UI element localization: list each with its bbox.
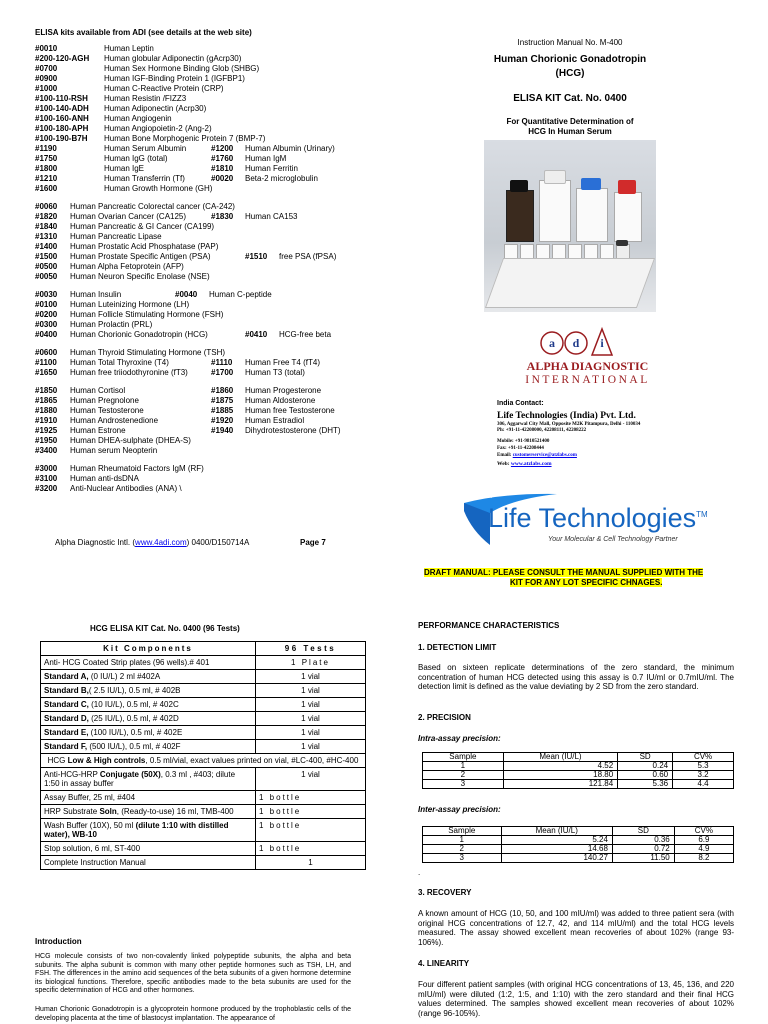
intro-paragraph-2: Human Chorionic Gonadotropin is a glycoprotein hormone produced by the trophoblastic cells of the developing placenta at the time of blastocyst implantation. The appearance of (35, 1006, 351, 1022)
intro-paragraph-1: HCG molecule consists of two non-covalently linked polypeptide subunits, the alpha and beta subunits. The alpha subunit is common with many other peptide hormones such as TSH, LH, and FSH. The differences in the amino acid sequences of the beta subunits of a given hormone determine its biological functions. Therefore, specific antibodies made to the beta subunits are used for the specific determination of HCG and other hormones. (35, 953, 351, 994)
kit-name: Human Thyroid Stimulating Hormone (TSH) (70, 348, 226, 357)
kit-name: Human Angiogenin (104, 114, 172, 123)
kit-name: free PSA (fPSA) (279, 252, 337, 261)
kit-code: #1190 (35, 144, 57, 153)
kit-name: Human IgG (total) (104, 154, 168, 163)
kit-code: #0100 (35, 300, 58, 309)
kit-components-table (40, 641, 366, 870)
kit-name: Human Leptin (104, 44, 154, 53)
kit-list-item (35, 104, 395, 114)
performance-heading: PERFORMANCE CHARACTERISTICS (418, 621, 560, 630)
kit-list-item (35, 44, 395, 54)
kit-list-item (35, 232, 395, 242)
address-line-2: Ph: +91-11-42208000, 42208111, 42208222 (497, 428, 587, 433)
kit-name: Anti-Nuclear Antibodies (ANA) \ (70, 484, 182, 493)
kit-code: #3400 (35, 446, 58, 455)
web: Web: www.atzlabs.com (497, 461, 552, 467)
kit-name: Human serum Neopterin (70, 446, 158, 455)
kit-list-item (35, 446, 395, 456)
table-row: Complete Instruction Manual 1 (41, 856, 366, 870)
kit-code: #0400 (35, 330, 58, 339)
precision-heading: 2. PRECISION (418, 713, 471, 722)
kit-list-item (35, 134, 395, 144)
kit-name: Human Prolactin (PRL) (70, 320, 153, 329)
kit-code: #1760 (211, 154, 234, 163)
kit-list-item (35, 348, 395, 358)
kit-list-item (35, 84, 395, 94)
kit-list-item (35, 114, 395, 124)
kit-name: Human free triiodothyronine (fT3) (70, 368, 188, 377)
kit-name: Human Neuron Specific Enolase (NSE) (70, 272, 210, 281)
kit-name: Human IgM (245, 154, 287, 163)
kit-list-item (35, 358, 395, 368)
cover-purpose-1: For Quantitative Determination of (506, 117, 634, 126)
kit-name: Human Pancreatic Colorectal cancer (CA-242) (70, 202, 235, 211)
kit-list-item (35, 330, 395, 340)
email: Email: customerservice@atzlabs.com (497, 453, 577, 458)
kit-list-item (35, 94, 395, 104)
kit-code: #1800 (35, 164, 58, 173)
life-tech-name: Life Technologies™ (488, 503, 708, 533)
intra-header-row: Sample Mean (IU/L) SD CV% (423, 753, 734, 762)
kit-name: Human Growth Hormone (GH) (104, 184, 213, 193)
kit-code: #1950 (35, 436, 58, 445)
kit-name: Human C-Reactive Protein (CRP) (104, 84, 224, 93)
kit-code: #1650 (35, 368, 58, 377)
cover-title-2: (HCG) (555, 68, 585, 79)
kit-code: #1100 (35, 358, 57, 367)
kit-name: Human Insulin (70, 290, 122, 299)
table-row: Standard C, (10 IU/L), 0.5 ml, # 402C 1 vial (41, 698, 366, 712)
table-row: 3 121.84 5.36 4.4 (423, 780, 734, 789)
kit-code: #1865 (35, 396, 58, 405)
kit-code: #1940 (211, 426, 234, 435)
kit-list-item (35, 406, 395, 416)
kit-code: #0030 (35, 290, 58, 299)
kit-list-item (35, 124, 395, 134)
kit-name: Human DHEA-sulphate (DHEA-S) (70, 436, 191, 445)
kit-code: #1110 (211, 358, 233, 367)
kit-code: #100-160-ANH (35, 114, 89, 123)
kit-list-item (35, 310, 395, 320)
kit-list-item (35, 474, 395, 484)
page-number: Page 7 (300, 538, 326, 547)
kit-name: Human Sex Hormone Binding Glob (SHBG) (104, 64, 260, 73)
kit-code: #0300 (35, 320, 58, 329)
table-row: Stop solution, 6 ml, ST-400 1 bottle (41, 842, 366, 856)
kit-list-item (35, 416, 395, 426)
kit-name: Human Albumin (Urinary) (245, 144, 335, 153)
kit-list-item (35, 54, 395, 64)
kit-name: Beta-2 microglobulin (245, 174, 318, 183)
table-row: 1 4.52 0.24 5.3 (423, 762, 734, 771)
kit-name: Human Progesterone (245, 386, 322, 395)
manual-number: Instruction Manual No. M-400 (517, 38, 623, 47)
kit-name: Dihydrotestosterone (DHT) (245, 426, 341, 435)
kit-code: #1820 (35, 212, 58, 221)
table-row: 2 14.68 0.72 4.9 (423, 845, 734, 854)
kit-list-item (35, 154, 395, 164)
kit-name: Human Estrone (70, 426, 126, 435)
adi-website-link[interactable]: www.4adi.com (135, 538, 187, 547)
kit-name: Human Follicle Stimulating Hormone (FSH) (70, 310, 224, 319)
recovery-text: A known amount of HCG (10, 50, and 100 mIU/ml) was added to three patient sera (with original HCG concentrations of 12.7, 42, and 114 mIU/ml) and the total HCG levels measured. The assay showed excellent mean recoveries of about 102% (range 93-106%). (418, 909, 734, 947)
kits-heading: ELISA kits available from ADI (see details at the web site) (35, 28, 252, 37)
table-row: Standard B,( 2.5 IU/L), 0.5 ml, # 402B 1 vial (41, 684, 366, 698)
kit-code: #0010 (35, 44, 58, 53)
table-row: HRP Substrate Soln, (Ready-to-use) 16 ml, TMB-400 1 bottle (41, 805, 366, 819)
recovery-heading: 3. RECOVERY (418, 888, 472, 897)
kit-name: Human Luteinizing Hormone (LH) (70, 300, 190, 309)
logo-name: ALPHA DIAGNOSTIC (526, 359, 649, 373)
mobile: Mobile: +91-9810521400 (497, 439, 550, 444)
kit-code: #100-180-APH (35, 124, 89, 133)
kit-name: HCG-free beta (279, 330, 332, 339)
table-row: HCG Low & High controls, 0.5 ml/vial, exact values printed on vial, #LC-400, #HC-400 (41, 754, 366, 768)
kit-name: Human Prostatic Acid Phosphatase (PAP) (70, 242, 219, 251)
kit-code: #1500 (35, 252, 58, 261)
kit-name: Human Androstenedione (70, 416, 159, 425)
web-link[interactable]: www.atzlabs.com (510, 461, 552, 467)
kit-code: #100-110-RSH (35, 94, 88, 103)
kit-code: #1310 (35, 232, 58, 241)
table-row: Standard D, (25 IU/L), 0.5 ml, # 402D 1 vial (41, 712, 366, 726)
kit-list-item (35, 64, 395, 74)
cover-purpose-2: HCG In Human Serum (528, 127, 612, 136)
address-line-1: 306, Aggarwal City Mall, Opposite M2K Pitampura, Delhi - 110034 (497, 422, 641, 427)
kit-name: Human Pregnolone (70, 396, 139, 405)
kit-code: #3000 (35, 464, 58, 473)
kit-code: #3100 (35, 474, 58, 483)
kit-name: Human Serum Albumin (104, 144, 187, 153)
kit-code: #1910 (35, 416, 58, 425)
kit-list-item (35, 396, 395, 406)
kit-code: #1750 (35, 154, 58, 163)
kit-list-item (35, 426, 395, 436)
kit-name: Human Cortisol (70, 386, 126, 395)
kit-name: Human IGF-Binding Protein 1 (IGFBP1) (104, 74, 245, 83)
col-kit-components: Kit Components (41, 642, 256, 656)
kit-code: #100-190-B7H (35, 134, 88, 143)
kit-list-item (35, 386, 395, 396)
kit-list-item (35, 436, 395, 446)
kit-code: #0020 (211, 174, 234, 183)
kit-code: #0060 (35, 202, 58, 211)
table-row: Assay Buffer, 25 ml, #404 1 bottle (41, 791, 366, 805)
kit-name: Human Ovarian Cancer (CA125) (70, 212, 187, 221)
table-row: Standard F, (500 IU/L), 0.5 ml, # 402F 1 vial (41, 740, 366, 754)
table-row: Anti-HCG-HRP Conjugate (50X), 0.3 ml , #403; dilute 1:50 in assay buffer 1 vial (41, 768, 366, 791)
kit-list-item (35, 164, 395, 174)
kit-code: #0410 (245, 330, 268, 339)
kits-footer: Alpha Diagnostic Intl. (www.4adi.com) 0400/D150714A (55, 538, 250, 547)
kit-list-item (35, 300, 395, 310)
kit-code: #100-140-ADH (35, 104, 89, 113)
kit-code: #0500 (35, 262, 58, 271)
kit-list-item (35, 320, 395, 330)
table-row: Anti- HCG Coated Strip plates (96 wells).# 401 1 Plate (41, 656, 366, 670)
table-row: 1 5.24 0.36 6.9 (423, 836, 734, 845)
kit-list-item (35, 212, 395, 222)
kit-name: Human Pancreatic & GI Cancer (CA199) (70, 222, 215, 231)
kit-code: #0900 (35, 74, 58, 83)
kit-code: #3200 (35, 484, 58, 493)
kit-name: Human Alpha Fetoprotein (AFP) (70, 262, 184, 271)
kit-name: Human Resistin /FIZZ3 (104, 94, 187, 103)
kit-code: #1510 (245, 252, 268, 261)
logo-subname: INTERNATIONAL (525, 374, 650, 386)
email-link[interactable]: customerservice@atzlabs.com (512, 453, 577, 458)
kit-name: Human Aldosterone (245, 396, 316, 405)
kit-name: Human Estradiol (245, 416, 305, 425)
kit-code: #0600 (35, 348, 58, 357)
intra-assay-label: Intra-assay precision: (418, 734, 501, 743)
adi-logo (530, 325, 630, 361)
kit-list-item (35, 368, 395, 378)
col-96-tests: 96 Tests (256, 642, 366, 656)
kit-name: Human Adiponectin (Acrp30) (104, 104, 207, 113)
kit-code: #1400 (35, 242, 58, 251)
table-row: 2 18.80 0.60 3.2 (423, 771, 734, 780)
kit-list-item (35, 252, 395, 262)
kit-name: Human Pancreatic Lipase (70, 232, 162, 241)
kit-code: #1830 (211, 212, 234, 221)
detection-limit-heading: 1. DETECTION LIMIT (418, 643, 497, 652)
kit-name: Human IgE (104, 164, 145, 173)
kit-code: #1840 (35, 222, 58, 231)
life-tech-tag: LIFE TECH (466, 494, 492, 500)
kit-name: Human globular Adiponectin (gAcrp30) (104, 54, 242, 63)
company-name: Life Technologies (India) Pvt. Ltd. (497, 411, 636, 421)
kit-list-item (35, 464, 395, 474)
inter-header-row: Sample Mean (IU/L) SD CV% (423, 827, 734, 836)
components-header-row (41, 642, 366, 656)
table-row: 3 140.27 11.50 8.2 (423, 854, 734, 863)
kit-name: Human C-peptide (209, 290, 272, 299)
inter-assay-label: Inter-assay precision: (418, 805, 501, 814)
india-contact-label: India Contact: (497, 400, 544, 407)
kit-list-item (35, 202, 395, 212)
table-row: Standard E, (100 IU/L), 0.5 ml, # 402E 1 vial (41, 726, 366, 740)
cover-kit-title: ELISA KIT Cat. No. 0400 (513, 93, 627, 104)
components-heading: HCG ELISA KIT Cat. No. 0400 (96 Tests) (90, 624, 240, 633)
kit-list-item (35, 290, 395, 300)
kit-list-item (35, 222, 395, 232)
kit-name: Human Chorionic Gonadotropin (HCG) (70, 330, 208, 339)
kit-name: Human Testosterone (70, 406, 144, 415)
kit-name: Human free Testosterone (245, 406, 335, 415)
draft-note-line-2: KIT FOR ANY LOT SPECIFIC CHNAGES. (510, 578, 663, 587)
table-row: Wash Buffer (10X), 50 ml (dilute 1:10 with distilled water), WB-10 1 bottle (41, 819, 366, 842)
intra-assay-table (422, 752, 734, 789)
svg-text:i: i (600, 336, 604, 350)
svg-text:d: d (572, 336, 580, 350)
kit-list-item (35, 242, 395, 252)
kit-code: #1850 (35, 386, 58, 395)
kit-code: #1200 (211, 144, 234, 153)
kit-list-item (35, 262, 395, 272)
kit-name: Human Free T4 (fT4) (245, 358, 320, 367)
kit-code: #1600 (35, 184, 58, 193)
inter-assay-table (422, 826, 734, 863)
kit-code: #0200 (35, 310, 58, 319)
kit-name: Human Angiopoietin-2 (Ang-2) (104, 124, 212, 133)
kit-name: Human Rheumatoid Factors IgM (RF) (70, 464, 204, 473)
stray-dot: . (418, 868, 421, 877)
kit-code: #1925 (35, 426, 58, 435)
kit-name: Human T3 (total) (245, 368, 305, 377)
life-tech-tagline: Your Molecular & Cell Technology Partner (548, 536, 678, 543)
kit-code: #0050 (35, 272, 58, 281)
draft-note-line-1: DRAFT MANUAL: PLEASE CONSULT THE MANUAL SUPPLIED WITH THE (424, 568, 704, 577)
kit-code: #200-120-AGH (35, 54, 90, 63)
cover-title-1: Human Chorionic Gonadotropin (493, 54, 647, 65)
fax: Fax: +91-11-42208444 (497, 446, 544, 451)
kit-code: #1700 (211, 368, 234, 377)
kit-code: #1860 (211, 386, 234, 395)
intro-heading: Introduction (35, 937, 82, 946)
kit-list-item (35, 144, 395, 154)
kit-code: #1875 (211, 396, 234, 405)
kit-code: #1920 (211, 416, 234, 425)
kit-name: Human Ferritin (245, 164, 298, 173)
kit-code: #1210 (35, 174, 58, 183)
kit-name: Human Prostate Specific Antigen (PSA) (70, 252, 211, 261)
linearity-text: Four different patient samples (with original HCG concentrations of 13, 45, 136, and 220 mIU/ml) were diluted (1:2, 1:5, and 1:10) with the zero standard and their final HCG values determined. The samples showed excellent mean recoveries of about 102% (range 96-105%). (418, 980, 734, 1018)
kit-code: #1885 (211, 406, 234, 415)
kit-list-item (35, 174, 395, 184)
kit-name: Human Total Thyroxine (T4) (70, 358, 169, 367)
kit-name: Human Bone Morphogenic Protein 7 (BMP-7) (104, 134, 266, 143)
linearity-heading: 4. LINEARITY (418, 959, 470, 968)
svg-text:a: a (549, 336, 555, 350)
kit-code: #0040 (175, 290, 198, 299)
detection-limit-text: Based on sixteen replicate determinations of the zero standard, the minimum concentration of human HCG detected using this assay is 0.7 IU/ml or 0.7mIU/ml. The detection limit is defined as the value deviating by 2 SD from the zero standard. (418, 663, 734, 691)
kit-list-item (35, 272, 395, 282)
kits-list (35, 44, 395, 494)
table-row: Standard A, (0 IU/L) 2 ml #402A 1 vial (41, 670, 366, 684)
kit-name: Human anti-dsDNA (70, 474, 139, 483)
kit-code: #0700 (35, 64, 58, 73)
kit-code: #1880 (35, 406, 58, 415)
kit-product-photo (484, 140, 656, 312)
kit-list-item (35, 74, 395, 84)
kit-code: #1810 (211, 164, 234, 173)
kit-code: #1000 (35, 84, 58, 93)
kit-list-item (35, 484, 395, 494)
kit-list-item (35, 184, 395, 194)
kit-name: Human CA153 (245, 212, 298, 221)
kit-name: Human Transferrin (Tf) (104, 174, 185, 183)
